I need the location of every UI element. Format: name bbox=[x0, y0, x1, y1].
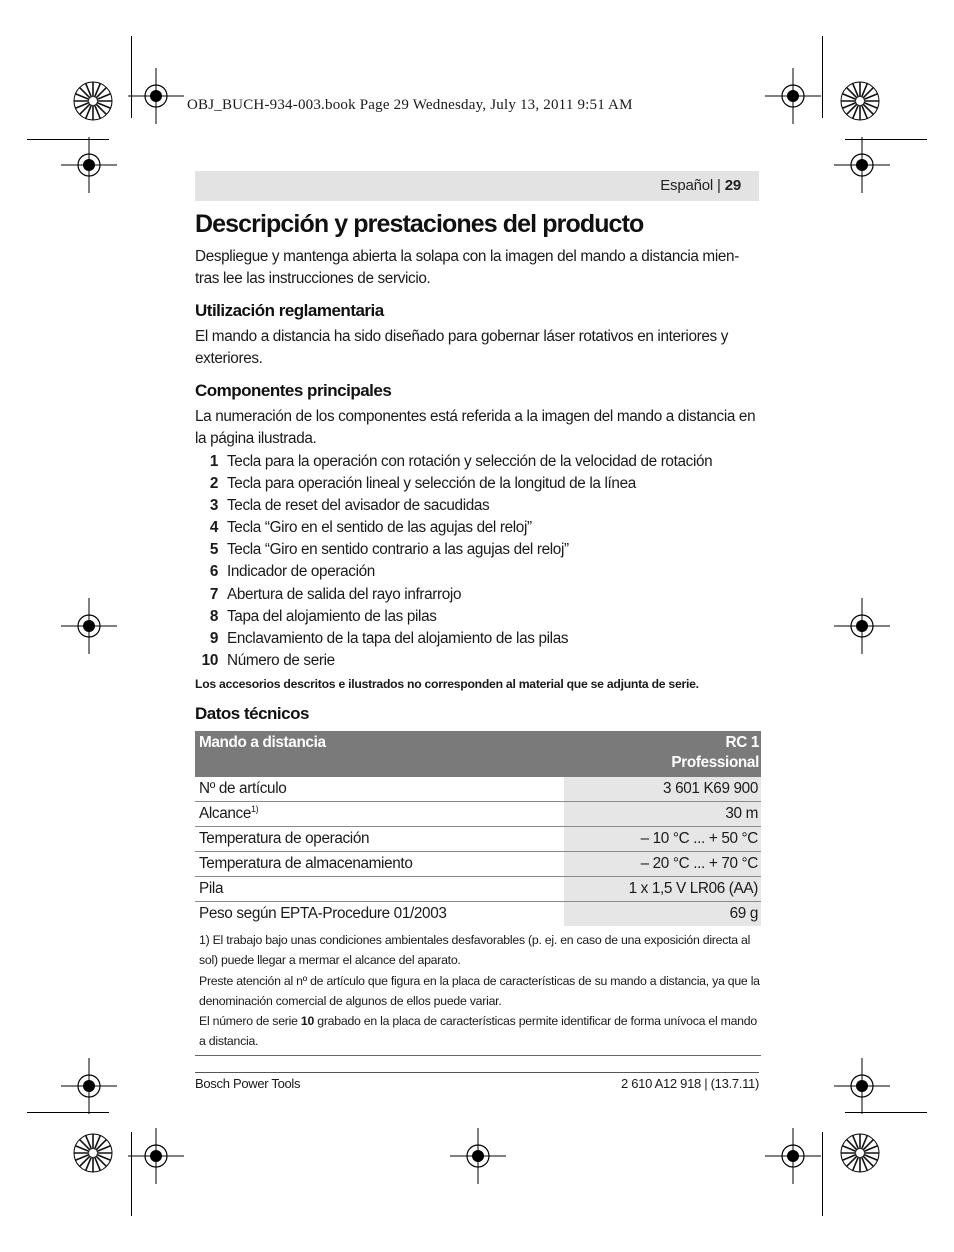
row-value: 69 g bbox=[564, 901, 761, 926]
list-item bbox=[195, 473, 761, 495]
item-label: Tecla para operación lineal y selección de la longitud de la línea bbox=[227, 475, 636, 493]
row-label bbox=[195, 826, 564, 851]
row-value: 3 601 K69 900 bbox=[564, 777, 761, 802]
table-row bbox=[195, 876, 761, 901]
intended-use-paragraph: El mando a distancia ha sido diseñado para gobernar láser rotativos en interiores y exteriores. bbox=[195, 328, 729, 367]
row-label-text: Temperatura de almacenamiento bbox=[199, 854, 413, 872]
row-value: – 10 °C ... + 50 °C bbox=[564, 826, 761, 851]
item-number: 2 bbox=[209, 475, 218, 493]
print-slug: OBJ_BUCH-934-003.book Page 29 Wednesday, July 13, 2011 9:51 AM bbox=[187, 97, 633, 113]
starburst-target-icon bbox=[840, 81, 880, 121]
item-label: Tecla para la operación con rotación y selección de la velocidad de rotación bbox=[227, 453, 713, 470]
footnote-3-num: 10 bbox=[300, 1014, 315, 1029]
item-label: Tecla “Giro en el sentido de las agujas del reloj” bbox=[227, 519, 532, 537]
registration-mark-icon bbox=[128, 68, 184, 124]
list-item bbox=[195, 628, 761, 650]
table-header-product: Mando a distancia bbox=[195, 731, 564, 777]
footnote-3-post: grabado en la placa de características permite identificar de forma unívoca el mando a distancia. bbox=[199, 1014, 757, 1049]
item-label: Abertura de salida del rayo infrarrojo bbox=[227, 585, 462, 603]
table-row bbox=[195, 777, 761, 802]
registration-mark-icon bbox=[834, 137, 890, 193]
components-paragraph: La numeración de los componentes está referida a la imagen del mando a distancia en la página ilustrada. bbox=[195, 408, 756, 447]
item-number: 7 bbox=[209, 585, 218, 603]
footer-rule bbox=[195, 1072, 759, 1073]
table-row bbox=[195, 801, 761, 826]
tech-data-table bbox=[195, 731, 761, 926]
item-number: 6 bbox=[209, 563, 218, 581]
footer-brand: Bosch Power Tools bbox=[195, 1076, 301, 1091]
list-item bbox=[195, 606, 761, 628]
starburst-target-icon bbox=[73, 81, 113, 121]
list-item bbox=[195, 561, 761, 583]
table-header-row bbox=[195, 731, 761, 777]
registration-mark-icon bbox=[765, 1128, 821, 1184]
item-label: Tecla de reset del avisador de sacudidas bbox=[227, 497, 490, 515]
registration-mark-icon bbox=[61, 598, 117, 654]
table-row bbox=[195, 826, 761, 851]
starburst-target-icon bbox=[840, 1133, 880, 1173]
footnote-1: 1) El trabajo bajo unas condiciones ambientales desfavorables (p. ej. en caso de una exposición directa al sol) puede llegar a mermar el alcance del aparato. bbox=[199, 932, 751, 968]
section-heading-tech-data: Datos técnicos bbox=[195, 703, 309, 723]
footnote-2: Preste atención al nº de artículo que figura en la placa de características de su mando a distancia, ya que la denominación comercial de algunos de ellos puede variar. bbox=[199, 973, 760, 1008]
list-item bbox=[195, 539, 761, 561]
table-row bbox=[195, 901, 761, 926]
item-label: Enclavamiento de la tapa del alojamiento de las pilas bbox=[227, 629, 569, 647]
row-value: – 20 °C ... + 70 °C bbox=[564, 851, 761, 876]
registration-mark-icon bbox=[834, 598, 890, 654]
list-item bbox=[195, 584, 761, 606]
row-label bbox=[195, 876, 564, 901]
list-item bbox=[195, 451, 761, 473]
model-name: RC 1 bbox=[725, 733, 759, 751]
list-item bbox=[195, 517, 761, 539]
row-label bbox=[195, 801, 564, 826]
row-label bbox=[195, 777, 564, 802]
registration-mark-icon bbox=[61, 1058, 117, 1114]
table-footnotes bbox=[195, 930, 761, 1056]
page-title: Descripción y prestaciones del producto bbox=[195, 210, 644, 238]
item-number: 5 bbox=[209, 541, 218, 559]
footer-doc-number: 2 610 A12 918 | (13.7.11) bbox=[620, 1076, 759, 1091]
header-page-number: 29 bbox=[724, 177, 741, 194]
item-number: 1 bbox=[209, 453, 218, 470]
header-text: Español | 29 bbox=[660, 177, 741, 194]
header-language: Español bbox=[660, 177, 714, 194]
registration-mark-icon bbox=[128, 1128, 184, 1184]
page-content bbox=[195, 207, 761, 1056]
item-number: 8 bbox=[209, 607, 218, 625]
row-label bbox=[195, 901, 564, 926]
item-number: 4 bbox=[209, 519, 218, 537]
list-item bbox=[195, 650, 761, 672]
item-label: Tecla “Giro en sentido contrario a las agujas del reloj” bbox=[227, 541, 569, 559]
components-list bbox=[195, 451, 761, 672]
list-item bbox=[195, 495, 761, 517]
section-heading-intended-use: Utilización reglamentaria bbox=[195, 301, 384, 320]
starburst-target-icon bbox=[73, 1133, 113, 1173]
accessories-note: Los accesorios descritos e ilustrados no corresponden al material que se adjunta de serie. bbox=[195, 676, 699, 691]
item-label: Número de serie bbox=[227, 651, 335, 669]
row-label bbox=[195, 851, 564, 876]
item-label: Tapa del alojamiento de las pilas bbox=[227, 607, 437, 625]
registration-mark-icon bbox=[61, 137, 117, 193]
row-label-text: Nº de artículo bbox=[199, 779, 287, 797]
registration-mark-icon bbox=[450, 1128, 506, 1184]
registration-mark-icon bbox=[765, 68, 821, 124]
intro-paragraph: Despliegue y mantenga abierta la solapa con la imagen del mando a distancia mien-tras lee las instrucciones de servicio. bbox=[195, 248, 739, 287]
row-label-text: Temperatura de operación bbox=[199, 829, 370, 847]
footnote-3 bbox=[199, 1011, 761, 1052]
section-heading-components: Componentes principales bbox=[195, 381, 392, 400]
running-header bbox=[195, 171, 759, 201]
item-number: 3 bbox=[209, 497, 218, 515]
footnote-3-pre: El número de serie bbox=[199, 1014, 301, 1029]
model-line: Professional bbox=[671, 753, 759, 771]
row-label-text: Peso según EPTA-Procedure 01/2003 bbox=[199, 904, 447, 922]
table-row bbox=[195, 851, 761, 876]
row-label-text: Pila bbox=[199, 879, 224, 897]
item-number: 9 bbox=[209, 629, 218, 647]
item-number: 10 bbox=[201, 651, 218, 669]
row-value: 30 m bbox=[564, 801, 761, 826]
item-label: Indicador de operación bbox=[227, 563, 375, 581]
row-label-text: Alcance bbox=[199, 804, 251, 822]
registration-mark-icon bbox=[834, 1058, 890, 1114]
table-header-model bbox=[564, 731, 761, 777]
footnote-ref: 1) bbox=[250, 803, 259, 814]
row-value: 1 x 1,5 V LR06 (AA) bbox=[564, 876, 761, 901]
